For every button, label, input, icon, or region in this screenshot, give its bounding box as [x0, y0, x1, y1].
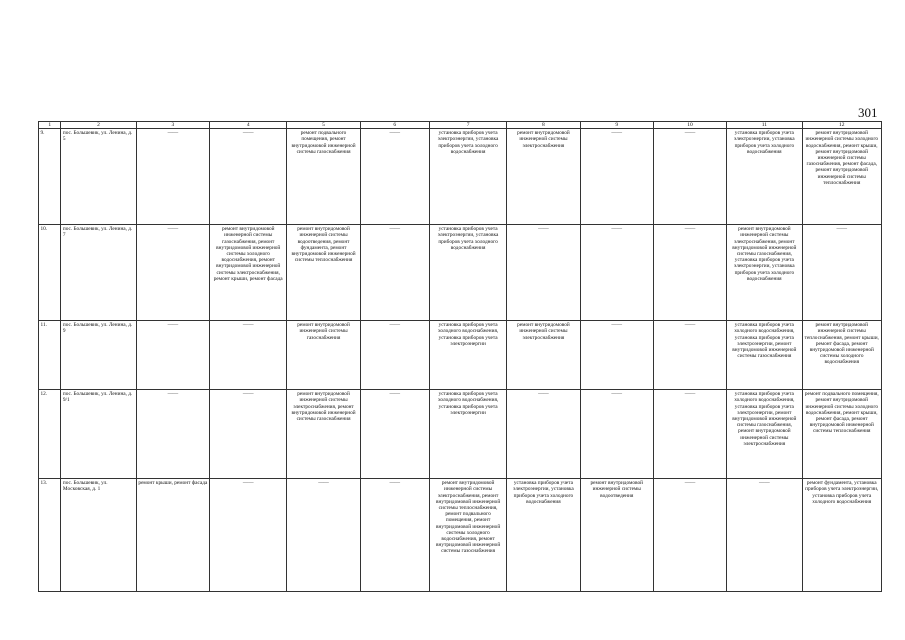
table-row — [39, 321, 882, 390]
table-cell: —— — [507, 390, 580, 479]
table-cell: ремонт подвального помещения, ремонт внутридомовой инженерной системы газоснабжения — [287, 129, 360, 225]
table-cell: —— — [727, 479, 802, 592]
table-cell: ремонт внутридомовой инженерной системы теплоснабжения, ремонт крыши, ремонт фасада, ремонт внутридомовой инженерной системы холодного водоснабжения — [802, 321, 882, 390]
table-cell: пос. Большевик, ул. Ленина, д. 9 — [61, 321, 136, 390]
table-cell: 11. — [39, 321, 61, 390]
table-cell: установка приборов учета холодного водоснабжения, установка приборов учета электроэнергии — [429, 321, 506, 390]
table-row — [39, 225, 882, 321]
table-cell: 12. — [39, 390, 61, 479]
table-cell: —— — [653, 225, 726, 321]
table-cell: —— — [136, 225, 209, 321]
table-cell: установка приборов учета электроэнергии, установка приборов учета холодного водоснабжения — [727, 129, 802, 225]
table-cell: пос. Большевик, ул. Ленина, д. 9/1 — [61, 390, 136, 479]
table-cell: —— — [580, 321, 653, 390]
table-row — [39, 390, 882, 479]
table-cell: пос. Большевик, ул. Ленина, д. 5 — [61, 129, 136, 225]
table-cell: —— — [507, 225, 580, 321]
table-cell: ремонт внутридомовой инженерной системы холодного водоснабжения, ремонт крыши, ремонт внутридомовой инженерной системы газоснабжения, ремонт фасада, ремонт внутридомовой инженерной системы теплоснабжения — [802, 129, 882, 225]
table-cell: —— — [802, 225, 882, 321]
table-cell: —— — [210, 390, 287, 479]
table-cell: —— — [360, 129, 429, 225]
table-cell: —— — [653, 129, 726, 225]
table-cell: установка приборов учета холодного водоснабжения, установка приборов учета электроэнергии, ремонт внутридомовой инженерной системы газоснабжения, ремонт внутридомовой инженерной системы электроснабжения — [727, 390, 802, 479]
table-cell: пос. Большевик, ул. Ленина, д. 7 — [61, 225, 136, 321]
table-cell: —— — [360, 479, 429, 592]
table-cell: установка приборов учета электроэнергии, установка приборов учета холодного водоснабжения — [429, 225, 506, 321]
table-cell: —— — [653, 390, 726, 479]
table-cell: ремонт подвального помещения, ремонт внутридомовой инженерной системы холодного водоснабжения, ремонт крыши, ремонт фасада, ремонт внутридомовой инженерной системы теплоснабжения — [802, 390, 882, 479]
table-cell: ремонт внутридомовой инженерной системы электроснабжения, ремонт внутридомовой инженерной системы теплоснабжения, ремонт подвального помещения, ремонт внутридомовой инженерной системы холодного водоснабжения, ремонт внутридомовой инженерной системы газоснабжения — [429, 479, 506, 592]
table-cell: —— — [136, 129, 209, 225]
column-header: 4 — [210, 122, 287, 129]
column-header: 11 — [727, 122, 802, 129]
column-header: 10 — [653, 122, 726, 129]
table-cell: 10. — [39, 225, 61, 321]
table-cell: ремонт внутридомовой инженерной системы электроснабжения — [507, 321, 580, 390]
table-cell: —— — [580, 129, 653, 225]
table-cell: 9. — [39, 129, 61, 225]
table-cell: —— — [210, 129, 287, 225]
table-cell: ремонт внутридомовой инженерной системы электроснабжения, ремонт внутридомовой инженерной системы газоснабжения — [287, 390, 360, 479]
table-row — [39, 479, 882, 592]
column-header: 3 — [136, 122, 209, 129]
table-cell: установка приборов учета электроэнергии, установка приборов учета холодного водоснабжения — [507, 479, 580, 592]
column-header: 5 — [287, 122, 360, 129]
column-header: 7 — [429, 122, 506, 129]
table-cell: ремонт внутридомовой инженерной системы газоснабжения — [287, 321, 360, 390]
column-header: 6 — [360, 122, 429, 129]
table-cell: —— — [653, 479, 726, 592]
table-cell: ремонт крыши, ремонт фасада — [136, 479, 209, 592]
table-cell: —— — [210, 479, 287, 592]
table-cell: установка приборов учета электроэнергии, установка приборов учета холодного водоснабжения — [429, 129, 506, 225]
header-row — [39, 122, 882, 129]
table-cell: ремонт фундамента, установка приборов учета электроэнергии, установка приборов учета холодного водоснабжения — [802, 479, 882, 592]
column-header: 1 — [39, 122, 61, 129]
table-cell: ремонт внутридомовой инженерной системы электроснабжения — [507, 129, 580, 225]
table-cell: —— — [360, 390, 429, 479]
table-cell: ремонт внутридомовой инженерной системы электроснабжения, ремонт внутридомовой инженерной системы газоснабжения, установка приборов учета электроэнергии, установка приборов учета холодного водоснабжения — [727, 225, 802, 321]
column-header: 2 — [61, 122, 136, 129]
table-cell: 13. — [39, 479, 61, 592]
table-cell: —— — [136, 390, 209, 479]
table-cell: —— — [360, 321, 429, 390]
table-cell: пос. Большевик, ул. Московская, д. 1 — [61, 479, 136, 592]
table-cell: —— — [580, 390, 653, 479]
table-cell: —— — [653, 321, 726, 390]
table-cell: установка приборов учета холодного водоснабжения, установка приборов учета электроэнергии — [429, 390, 506, 479]
repair-schedule-table — [38, 121, 882, 592]
table-cell: —— — [136, 321, 209, 390]
table-cell: —— — [287, 479, 360, 592]
column-header: 8 — [507, 122, 580, 129]
column-header: 12 — [802, 122, 882, 129]
table-cell: ремонт внутридомовой инженерной системы водоотведения — [580, 479, 653, 592]
table-cell: —— — [360, 225, 429, 321]
table-cell: —— — [580, 225, 653, 321]
table-row — [39, 129, 882, 225]
column-header: 9 — [580, 122, 653, 129]
page-number: 301 — [858, 105, 878, 120]
table-cell: ремонт внутридомовой инженерной системы газоснабжения, ремонт внутридомовой инженерной системы холодного водоснабжения, ремонт внутридомовой инженерной системы электроснабжения, ремонт крыши, ремонт фасада — [210, 225, 287, 321]
table-cell: установка приборов учета холодного водоснабжения, установка приборов учета электроэнергии, ремонт внутридомовой инженерной системы газоснабжения — [727, 321, 802, 390]
table-cell: —— — [210, 321, 287, 390]
table-cell: ремонт внутридомовой инженерной системы водоотведения, ремонт фундамента, ремонт внутридомовой инженерной системы теплоснабжения — [287, 225, 360, 321]
